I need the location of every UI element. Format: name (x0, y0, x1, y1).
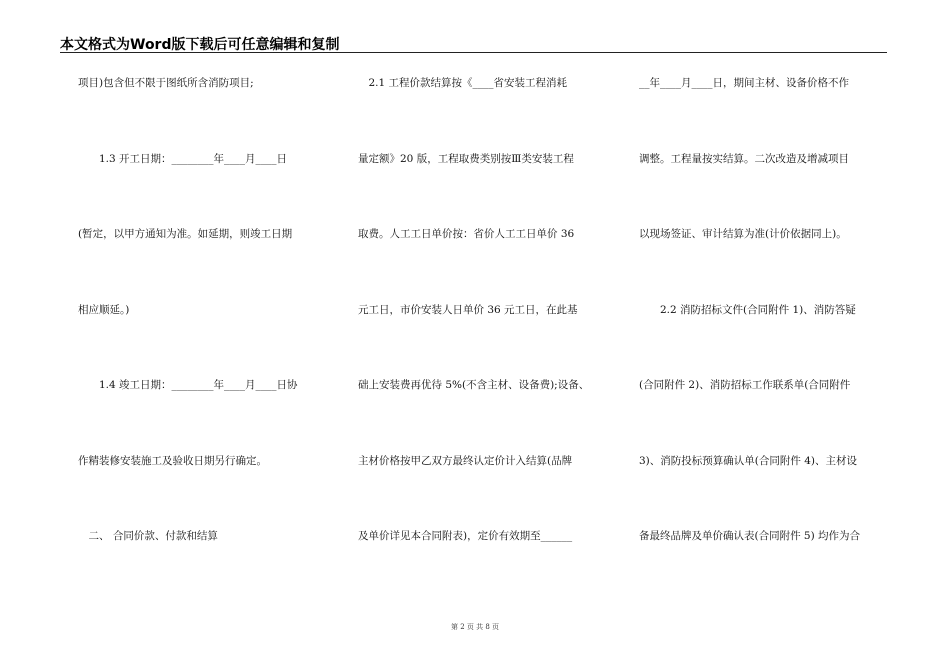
text-line: 二、 合同价款、付款和结算 (78, 530, 218, 542)
text-line: 2.1 工程价款结算按《____省安装工程消耗 (358, 77, 568, 89)
text-line: 作精装修安装施工及验收日期另行确定。 (78, 455, 267, 467)
text-line: 1.3 开工日期：________年____月____日 (78, 153, 288, 165)
text-line: (暂定，以甲方通知为准。如延期，则竣工日期 (78, 228, 293, 240)
text-line: 以现场签证、审计结算为准(计价依据同上)。 (639, 228, 847, 240)
text-line: 主材价格按甲乙双方最终认定价计入结算(品牌 (358, 455, 573, 467)
text-line: 1.4 竣工日期：________年____月____日协 (78, 379, 298, 391)
page-number-footer: 第 2 页 共 8 页 (450, 623, 500, 631)
text-line: __年____月____日，期间主材、设备价格不作 (639, 77, 849, 89)
text-line: 量定额》20 版，工程取费类别按Ⅲ类安装工程 (358, 153, 574, 165)
text-line: 项目)包含但不限于图纸所含消防项目; (78, 77, 254, 89)
text-line: 相应顺延。) (78, 304, 130, 316)
text-line: (合同附件 2)、消防招标工作联系单(合同附件 (639, 379, 851, 391)
text-line: 元工日，市价安装人日单价 36 元工日，在此基 (358, 304, 578, 316)
text-line: 及单价详见本合同附表)，定价有效期至______ (358, 530, 573, 542)
text-line: 2.2 消防招标文件(合同附件 1)、消防答疑 (639, 304, 856, 316)
text-line: 调整。工程量按实结算。二次改造及增减项目 (639, 153, 849, 165)
text-line: 3)、消防投标预算确认单(合同附件 4)、主材设 (639, 455, 857, 467)
text-line: 备最终品牌及单价确认表(合同附件 5) 均作为合 (639, 530, 861, 542)
document-header-title: 本文格式为Word版下载后可任意编辑和复制 (60, 37, 340, 53)
text-line: 取费。人工工日单价按：省价人工工日单价 36 (358, 228, 575, 240)
header-divider (60, 52, 887, 53)
text-line: 础上安装费再优待 5%(不含主材、设备费);设备、 (358, 379, 590, 391)
